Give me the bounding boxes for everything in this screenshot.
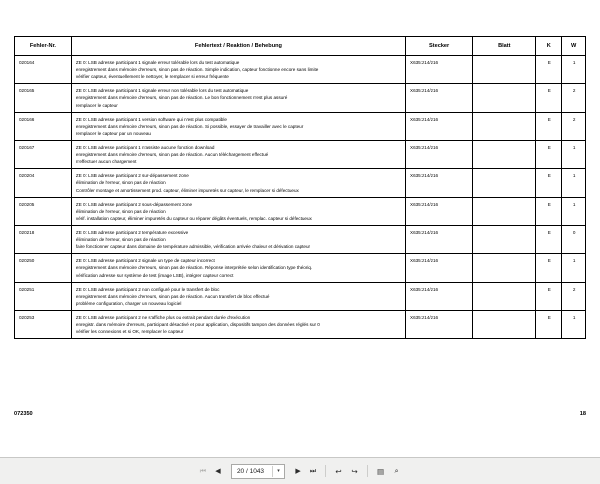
cell-w: 2 [562, 84, 586, 112]
cell-connector: X635:z14/z16 [406, 140, 473, 168]
fault-text-line: élimination de l'erreur, sinon pas de réaction [75, 237, 166, 243]
table-header [15, 37, 586, 56]
cell-connector: X635:z14/z16 [406, 310, 473, 338]
cell-k: E [536, 112, 562, 140]
cell-k: E [536, 282, 562, 310]
cell-k: E [536, 140, 562, 168]
cell-w: 1 [562, 310, 586, 338]
page-footer [14, 411, 586, 417]
cell-connector: X635:z14/z16 [406, 282, 473, 310]
fault-text-line: vérifier les connexions et si OK, remplacer le capteur [75, 329, 184, 335]
fault-text-line: ZE 0: LSB adresse participant 2 non configuré pour le transfert de bloc [75, 286, 220, 292]
cell-k: E [536, 310, 562, 338]
cell-sheet [473, 197, 536, 225]
fault-text-line: enregistrement dans mémoire d'erreurs, sinon pas de réaction. Si possible, essayer de travailler avec le capteur [75, 123, 304, 129]
fault-text-line: ZE 0: LSB adresse participant 1 version software qui n'est plus compatible [75, 116, 227, 122]
fault-text-line: remplacer le capteur par un nouveau [75, 130, 151, 136]
next-page-icon[interactable]: ▶ [295, 467, 301, 475]
fault-text-line: enregistrement dans mémoire d'erreurs, sinon pas de réaction. Aucun téléchargement effectué [75, 152, 269, 158]
fault-text-line: ZE 0: LSB adresse participant 2 température excessive [75, 229, 189, 235]
search-icon[interactable]: ⌕ [394, 466, 399, 475]
cell-connector: X635:z14/z16 [406, 169, 473, 197]
cell-fault-text [71, 84, 405, 112]
cell-fault-text [71, 197, 405, 225]
fault-code-table [14, 36, 586, 339]
table-row [15, 197, 586, 225]
viewer-toolbar [0, 457, 600, 484]
cell-fault-nr: 020250 [15, 254, 72, 282]
table-header-row [15, 37, 586, 56]
fault-text-line: Contrôler montage et amortissement prod. capteur, éliminer impuretés sur capteur, le remplacer si défectueux [75, 187, 299, 193]
fault-text-line: élimination de l'erreur, sinon pas de réaction [75, 208, 166, 214]
forward-icon[interactable]: ↪ [351, 466, 358, 476]
fault-text-line: ZE 0: LSB adresse participant 1 signale erreur tolérable lors du test automatique [75, 60, 240, 65]
cell-w: 1 [562, 254, 586, 282]
fault-text-line: enregistrement dans mémoire d'erreurs, sinon pas de réaction. Réponse interprétée selon identification type théoriq. [75, 265, 313, 271]
toolbar-divider [325, 465, 326, 477]
table-row [15, 169, 586, 197]
cell-connector: X635:z14/z16 [406, 84, 473, 112]
cell-fault-text [71, 56, 405, 84]
column-header-fault-text: Fehlertext / Reaktion / Behebung [71, 37, 405, 56]
cell-sheet [473, 84, 536, 112]
footer-page-number: 18 [579, 411, 586, 417]
fault-text-line: vérification adresse sur système de test (image LSB), intégrer capteur correct [75, 272, 234, 278]
table-row [15, 310, 586, 338]
column-header-sheet: Blatt [473, 37, 536, 56]
table-row [15, 282, 586, 310]
fault-text-line: ZE 0: LSB adresse participant 2 sur-dépassement zone [75, 173, 189, 179]
page-number-value: 20 / 1043 [236, 467, 265, 475]
cell-sheet [473, 254, 536, 282]
fault-text-line: remplacer le capteur [75, 102, 118, 108]
cell-connector: X635:z14/z16 [406, 197, 473, 225]
fault-text-line: élimination de l'erreur, sinon pas de réaction [75, 180, 166, 186]
fault-text-line: problème configuration, charger un nouveau logiciel [75, 300, 182, 306]
fault-text-line: ZE 0: LSB adresse participant 2 ne s'affiche plus ou extrait pendant durée d'exécution [75, 314, 251, 320]
cell-sheet [473, 282, 536, 310]
cell-sheet [473, 310, 536, 338]
page-selector[interactable] [231, 464, 285, 479]
cell-w: 2 [562, 282, 586, 310]
table-row [15, 56, 586, 84]
previous-page-icon[interactable]: ◀ [215, 467, 221, 475]
cell-fault-nr: 020205 [15, 197, 72, 225]
column-header-k: K [536, 37, 562, 56]
cell-k: E [536, 225, 562, 253]
document-body [14, 36, 586, 339]
toolbar-divider-2 [367, 465, 368, 477]
column-header-w: W [562, 37, 586, 56]
cell-fault-nr: 020218 [15, 225, 72, 253]
cell-fault-nr: 020167 [15, 140, 72, 168]
column-header-fault-nr: Fehler-Nr. [15, 37, 72, 56]
cell-connector: X635:z14/z16 [406, 254, 473, 282]
cell-fault-nr: 020253 [15, 310, 72, 338]
cell-fault-nr: 020251 [15, 282, 72, 310]
cell-fault-text [71, 140, 405, 168]
cell-k: E [536, 56, 562, 84]
cell-fault-nr: 020165 [15, 84, 72, 112]
table-row [15, 84, 586, 112]
note-icon[interactable]: ▤ [377, 466, 385, 476]
fault-text-line: enregistr. dans mémoire d'erreurs, participant désactivé et pour application, dispositifs tampon des données réglés sur 0 [75, 322, 320, 328]
cell-w: 1 [562, 56, 586, 84]
fault-text-line: ZE 0: LSB adresse participant 2 signale un type de capteur incorrect [75, 258, 215, 264]
fault-text-line: n'effectuer aucun chargement [75, 159, 137, 165]
first-page-icon[interactable]: ⏮ [199, 467, 207, 475]
fault-text-line: enregistrement dans mémoire d'erreurs, sinon pas de réaction. Le bon fonctionnement n'est plus assuré [75, 95, 288, 101]
cell-w: 0 [562, 225, 586, 253]
table-body [15, 56, 586, 339]
cell-fault-nr: 020164 [15, 56, 72, 84]
cell-fault-nr: 020204 [15, 169, 72, 197]
cell-w: 1 [562, 140, 586, 168]
last-page-icon[interactable]: ⏭ [309, 467, 317, 475]
fault-text-line: enregistrement dans mémoire d'erreurs, sinon pas de réaction. Aucun transfert de bloc effectué [75, 293, 270, 299]
table-row [15, 140, 586, 168]
cell-k: E [536, 254, 562, 282]
fault-text-line: enregistrement dans mémoire d'erreurs, sinon pas de réaction. Simple indication, capteur fonctionne encore sans limite [75, 67, 319, 73]
cell-sheet [473, 140, 536, 168]
cell-sheet [473, 169, 536, 197]
cell-k: E [536, 84, 562, 112]
cell-k: E [536, 169, 562, 197]
cell-w: 1 [562, 169, 586, 197]
cell-fault-nr: 020166 [15, 112, 72, 140]
table-row [15, 112, 586, 140]
cell-w: 2 [562, 112, 586, 140]
cell-fault-text [71, 169, 405, 197]
cell-sheet [473, 225, 536, 253]
chevron-down-icon[interactable]: ▾ [272, 466, 284, 477]
fault-text-line: vérifier capteur, éventuellement le nettoyer, le remplacer si erreur fréquente [75, 74, 229, 80]
cell-w: 1 [562, 197, 586, 225]
cell-fault-text [71, 112, 405, 140]
cell-fault-text [71, 254, 405, 282]
fault-text-line: vérif. installation capteur, éliminer impuretés du capteur ou réparer dégâts éventuels, remplac. capteur si défectueux [75, 215, 312, 221]
cell-connector: X635:z14/z16 [406, 225, 473, 253]
fault-text-line: faire fonctionner capteur dans domaine de température admissible, vérification arrivée chaleur et dérivation capteur [75, 244, 311, 250]
column-header-connector: Stecker [406, 37, 473, 56]
cell-fault-text [71, 310, 405, 338]
cell-sheet [473, 56, 536, 84]
cell-fault-text [71, 282, 405, 310]
table-row [15, 225, 586, 253]
back-icon[interactable]: ↩ [335, 466, 342, 476]
cell-connector: X635:z14/z16 [406, 112, 473, 140]
footer-doc-id: 072350 [14, 411, 33, 417]
fault-text-line: ZE 0: LSB adresse participant 1 n'assiste aucune fonction download [75, 144, 215, 150]
cell-connector: X635:z14/z16 [406, 56, 473, 84]
table-row [15, 254, 586, 282]
fault-text-line: ZE 0: LSB adresse participant 2 sous-dépassement zone [75, 201, 193, 207]
fault-text-line: ZE 0: LSB adresse participant 1 signale erreur non tolérable lors du test automatique [75, 88, 249, 94]
cell-k: E [536, 197, 562, 225]
cell-fault-text [71, 225, 405, 253]
cell-sheet [473, 112, 536, 140]
